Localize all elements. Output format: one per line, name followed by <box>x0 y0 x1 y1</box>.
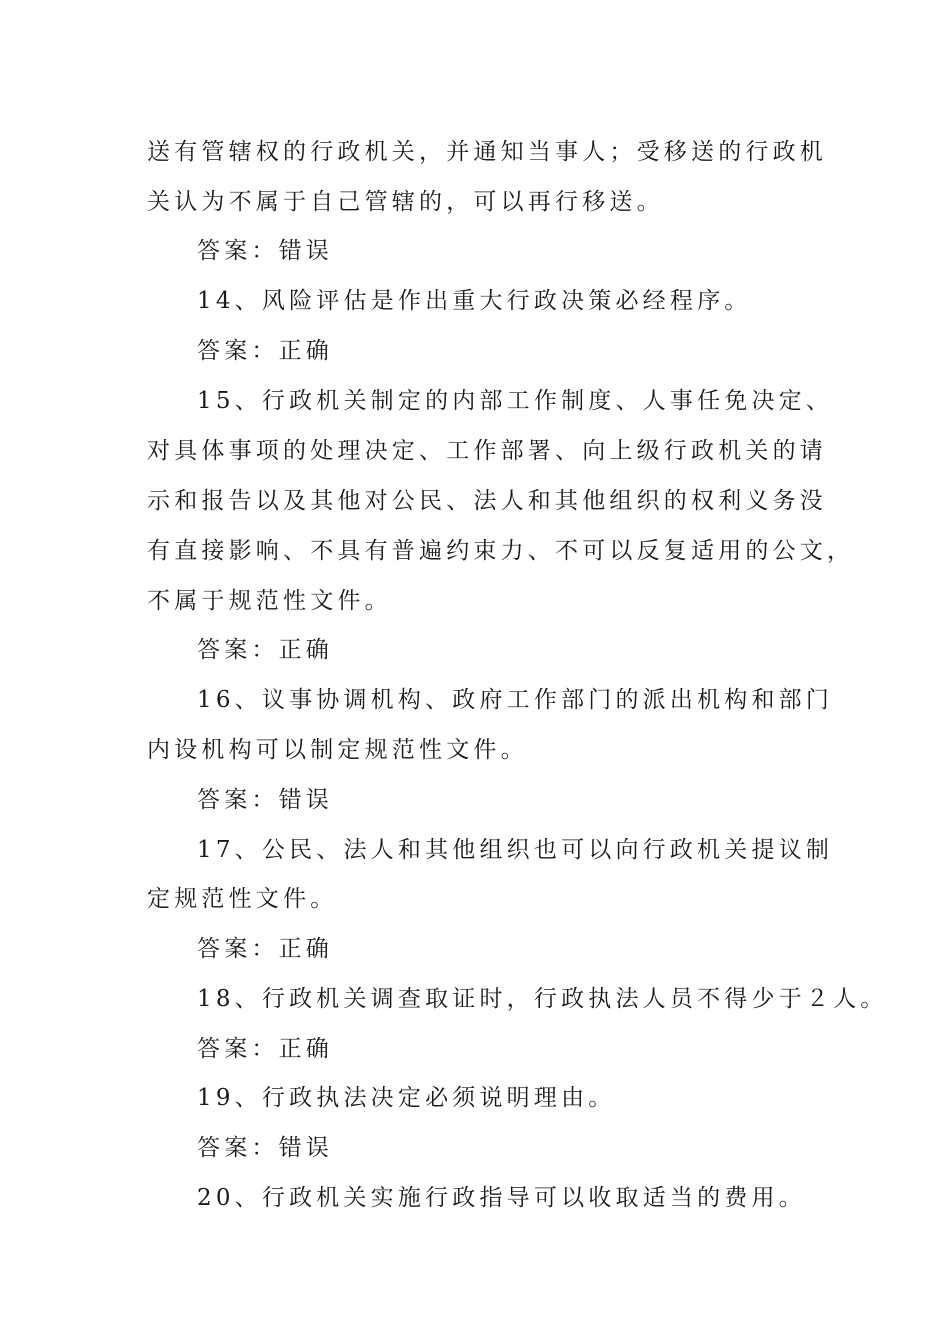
question-15: 15、行政机关制定的内部工作制度、人事任免决定、 <box>197 388 834 414</box>
question-14: 14、风险评估是作出重大行政决策必经程序。 <box>197 288 752 314</box>
question-17: 17、公民、法人和其他组织也可以向行政机关提议制 <box>197 837 834 863</box>
answer-line: 答案：正确 <box>197 936 333 962</box>
answer-line: 答案：错误 <box>197 787 333 813</box>
answer-line: 答案：正确 <box>197 637 333 663</box>
answer-line: 答案：错误 <box>197 1135 333 1161</box>
text-line: 有直接影响、不具有普遍约束力、不可以反复适用的公文， <box>147 538 855 564</box>
text-line: 对具体事项的处理决定、工作部署、向上级行政机关的请 <box>147 438 827 464</box>
text-line: 定规范性文件。 <box>147 886 338 912</box>
answer-line: 答案：错误 <box>197 238 333 264</box>
question-19: 19、行政执法决定必须说明理由。 <box>197 1085 616 1111</box>
text-line: 内设机构可以制定规范性文件。 <box>147 737 528 763</box>
question-18: 18、行政机关调查取证时，行政执法人员不得少于２人。 <box>197 986 888 1012</box>
text-line: 示和报告以及其他对公民、法人和其他组织的权利义务没 <box>147 488 827 514</box>
answer-line: 答案：正确 <box>197 1036 333 1062</box>
text-line: 送有管辖权的行政机关，并通知当事人；受移送的行政机 <box>147 139 827 165</box>
question-16: 16、议事协调机构、政府工作部门的派出机构和部门 <box>197 687 834 713</box>
text-line: 不属于规范性文件。 <box>147 588 392 614</box>
question-20: 20、行政机关实施行政指导可以收取适当的费用。 <box>197 1185 806 1211</box>
text-line: 关认为不属于自己管辖的，可以再行移送。 <box>147 189 664 215</box>
answer-line: 答案：正确 <box>197 338 333 364</box>
